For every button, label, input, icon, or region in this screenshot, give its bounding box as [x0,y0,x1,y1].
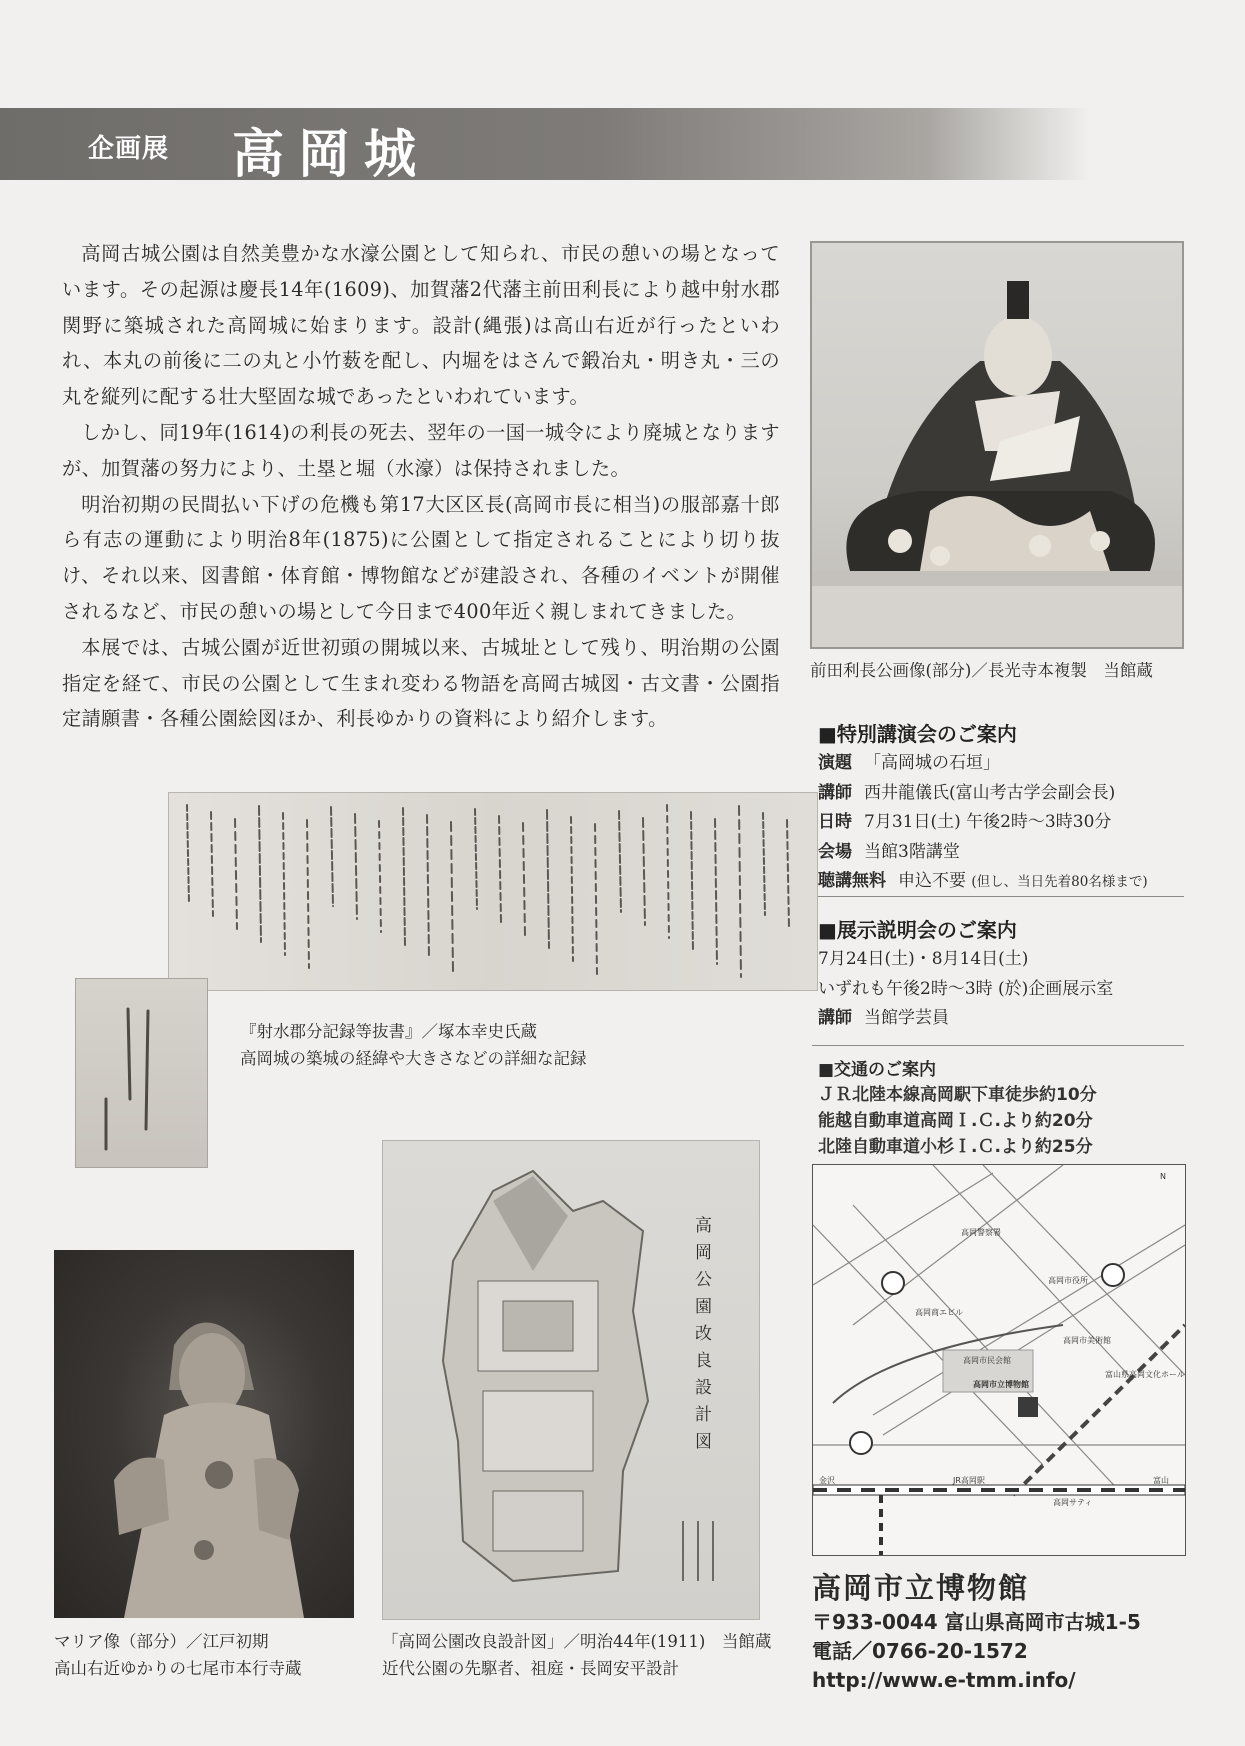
map-label: 高岡市美術館 [1063,1336,1111,1345]
museum-name: 高岡市立博物館 [812,1571,1030,1605]
intro-paragraph: 本展では、古城公園が近世初頭の開城以来、古城址として残り、明治期の公園指定を経て、市民の公園として生まれ変わる物語を高岡古城図・古文書・公園指定請願書・各種公園絵図ほか、利長ゆかりの資料により紹介します。 [62,635,780,731]
document-caption-1: 『射水郡分記録等抜書』／塚本幸史氏蔵 [240,1022,537,1041]
lecture-row: 聴講無料 申込不要 (但し、当日先着80名様まで) [818,871,1148,891]
gallery-talk-lecturer: 講師 当館学芸員 [818,1008,949,1028]
access-line: 能越自動車道高岡Ｉ.Ｃ.より約20分 [818,1111,1093,1131]
maria-caption-2: 高山右近ゆかりの七尾市本行寺蔵 [54,1659,302,1678]
handwriting-illustration [169,793,817,990]
access-section [818,1058,1188,1160]
title-banner [0,108,1090,185]
portrait-caption: 前田利長公画像(部分)／長光寺本複製 当館蔵 [810,661,1153,680]
park-plan-image [382,1140,760,1620]
map-label: 富山県高岡文化ホール [1105,1370,1185,1379]
map-label: 高岡市役所 [1048,1276,1088,1285]
plan-vertical-title: 高岡公園改良設計図 [691,1216,711,1459]
map-label: 高岡商エビル [915,1308,963,1317]
map-label: 富山 [1153,1476,1169,1485]
section-divider [812,1045,1184,1046]
document-cover-image [75,978,208,1168]
lecture-row: 演題 「高岡城の石垣」 [818,753,1000,773]
lecture-row: 日時 7月31日(土) 午後2時～3時30分 [818,812,1112,832]
access-map [812,1164,1186,1556]
access-line: 北陸自動車道小杉Ｉ.Ｃ.より約25分 [818,1137,1093,1157]
intro-paragraph: しかし、同19年(1614)の利長の死去、翌年の一国一城令により廃城となりますが、加賀藩の努力により、土塁と堀（水濠）は保持されました。 [62,420,780,480]
map-label: 金沢 [819,1476,835,1485]
museum-phone: 電話／0766-20-1572 [812,1639,1028,1663]
map-label: JR高岡駅 [953,1476,985,1485]
map-museum-label: 高岡市立博物館 [973,1380,1029,1389]
access-heading: ■交通のご案内 [818,1060,937,1080]
lecture-row: 講師 西井龍儀氏(富山考古学会副会長) [818,782,1116,803]
cover-illustration [76,979,207,1167]
lecture-section [818,718,1183,898]
museum-address: 〒933-0044 富山県高岡市古城1-5 [812,1610,1141,1634]
lecture-heading: ■特別講演会のご案内 [818,722,1017,746]
access-line: ＪＲ北陸本線高岡駅下車徒歩約10分 [818,1085,1097,1105]
intro-paragraph: 高岡古城公園は自然美豊かな水濠公園として知られ、市民の憩いの場となっています。その起源は慶長14年(1609)、加賀藩2代藩主前田利長により越中射水郡関野に築城された高岡城に始まります。設計(縄張)は高山右近が行ったといわれ、本丸の前後に二の丸と小竹薮を配し、内堀をはさんで鍛冶丸・明き丸・三の丸を縦列に配する壮大堅固な城であったといわれています。 [62,242,780,409]
plan-illustration [383,1141,759,1619]
page-title: 高岡城 [232,124,431,185]
gallery-talk-heading: ■展示説明会のご案内 [818,918,1017,942]
maria-caption-1: マリア像（部分）／江戸初期 [54,1632,269,1651]
map-drawing [813,1165,1185,1555]
section-divider [812,896,1184,897]
gallery-talk-section [818,914,1183,1034]
plan-caption-1: 「高岡公園改良設計図」／明治44年(1911) 当館蔵 [382,1632,772,1651]
map-label: 高岡サティ [1053,1498,1093,1507]
intro-paragraph: 明治初期の民間払い下げの危機も第17大区区長(高岡市長に相当)の服部嘉十郎ら有志の運動により明治8年(1875)に公園として指定されることにより切り抜け、それ以来、図書館・体育館・博物館などが建設され、各種のイベントが開催されるなど、市民の憩いの場として今日まで400年近く親しまれてきました。 [62,492,780,623]
gallery-talk-dates: 7月24日(土)・8月14日(土) [818,949,1029,969]
exhibition-label: 企画展 [88,134,170,164]
maria-statue-image [54,1250,354,1618]
plan-caption-2: 近代公園の先駆者、祖庭・長岡安平設計 [382,1659,679,1678]
map-label: 高岡市民会館 [963,1356,1011,1365]
statue-illustration [54,1250,354,1618]
intro-text [62,236,780,737]
museum-info [812,1568,1192,1695]
gallery-talk-time: いずれも午後2時～3時 (於)企画展示室 [818,978,1114,999]
document-caption-2: 高岡城の築城の経緯や大きさなどの詳細な記録 [240,1049,587,1068]
portrait-image [810,241,1184,649]
lecture-row: 会場 当館3階講堂 [818,841,960,862]
map-north-label: N [1160,1172,1166,1181]
document-scroll-image [168,792,818,991]
map-label: 高岡警察署 [961,1228,1001,1237]
museum-url[interactable]: http://www.e-tmm.info/ [812,1668,1076,1692]
